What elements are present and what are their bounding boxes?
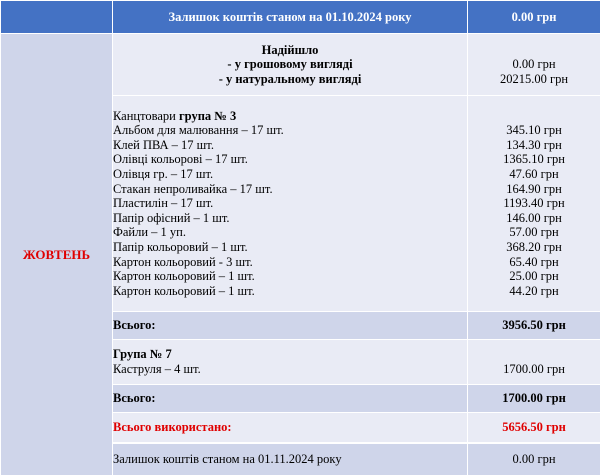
item-amount: 44.20 грн [468,284,600,299]
group7-total-amount: 1700.00 грн [468,385,600,413]
list-item: Каструля – 4 шт. [113,362,467,377]
list-item: Альбом для малювання – 17 шт. [113,123,467,138]
footer-amount: 0.00 грн [468,444,600,476]
group3-total-label: Всього: [113,312,468,340]
received-label [113,34,468,96]
group3-title-spacer [468,109,600,124]
group3-total-amount: 3956.50 грн [468,312,600,340]
item-amount: 134.30 грн [468,138,600,153]
group3-amounts [468,96,600,312]
received-line: - у грошовому вигляді [113,57,467,72]
item-amount: 368.20 грн [468,240,600,255]
list-item: Олівця гр. – 17 шт. [113,167,467,182]
item-amount: 164.90 грн [468,182,600,197]
header-corner [1,1,113,34]
list-item: Клей ПВА – 17 шт. [113,138,467,153]
list-item: Папір офісний – 1 шт. [113,211,467,226]
item-amount: 1365.10 грн [468,152,600,167]
item-amount: 345.10 грн [468,123,600,138]
item-amount: 1193.40 грн [468,196,600,211]
group7-amounts [468,340,600,385]
list-item: Картон кольоровий – 1 шт. [113,284,467,299]
list-item: Картон кольоровий – 1 шт. [113,269,467,284]
received-row [1,34,600,96]
group7-items [113,340,468,385]
group3-title-plain: Канцтовари [113,109,179,123]
item-amount: 25.00 грн [468,269,600,284]
received-line: Надійшло [113,43,467,58]
item-amount: 146.00 грн [468,211,600,226]
group3-title [113,109,467,124]
month-label: ЖОВТЕНЬ [1,34,113,476]
group7-title: Група № 7 [113,347,467,362]
header-row [1,1,600,34]
list-item: Файли – 1 уп. [113,225,467,240]
item-amount: 57.00 грн [468,225,600,240]
header-amount: 0.00 грн [468,1,600,34]
footer-label: Залишок коштів станом на 01.11.2024 року [113,444,468,476]
group3-title-bold: група № 3 [179,109,236,123]
item-amount: 1700.00 грн [468,362,600,377]
used-label: Всього використано: [113,413,468,443]
list-item: Папір кольоровий – 1 шт. [113,240,467,255]
received-amount-money: 0.00 грн [468,57,600,72]
item-amount: 65.40 грн [468,255,600,270]
received-amounts [468,34,600,96]
used-amount: 5656.50 грн [468,413,600,443]
header-title: Залишок коштів станом на 01.10.2024 року [113,1,468,34]
item-amount: 47.60 грн [468,167,600,182]
group7-total-label: Всього: [113,385,468,413]
list-item: Картон кольоровий - 3 шт. [113,255,467,270]
group3-items [113,96,468,312]
group7-title-spacer [468,347,600,362]
received-line: - у натуральному вигляді [113,72,467,87]
list-item: Стакан непроливайка – 17 шт. [113,182,467,197]
list-item: Пластилін – 17 шт. [113,196,467,211]
received-amount-goods: 20215.00 грн [468,72,600,87]
list-item: Олівці кольорові – 17 шт. [113,152,467,167]
